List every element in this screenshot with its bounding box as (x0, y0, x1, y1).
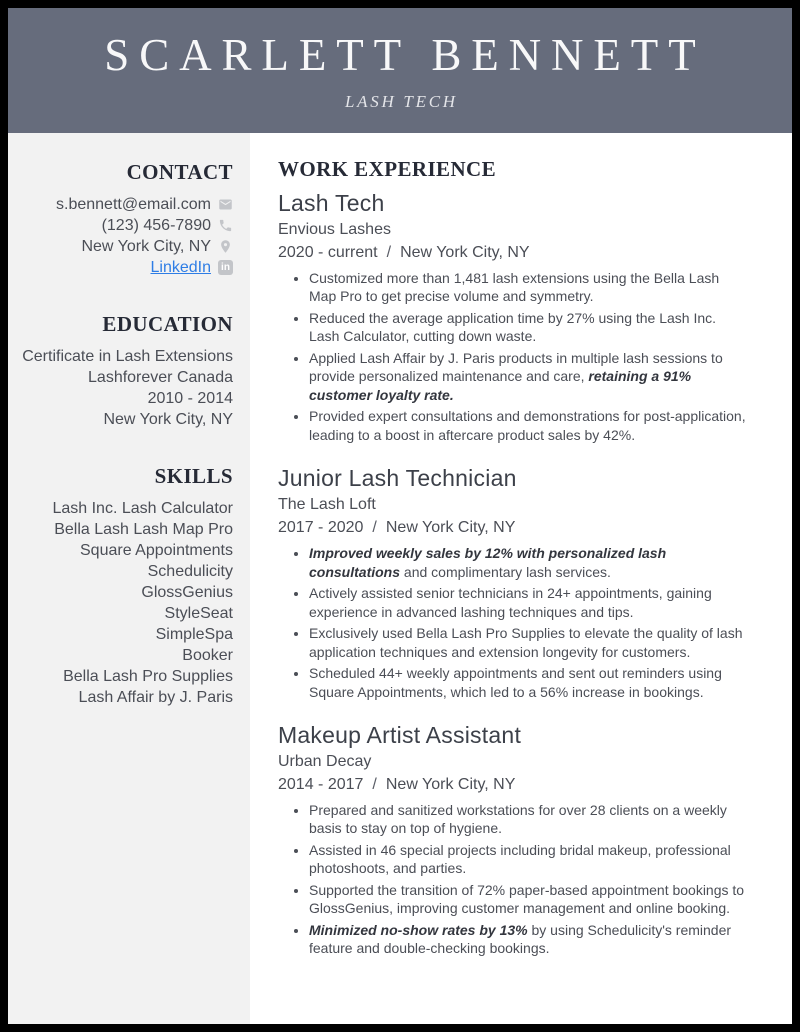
linkedin-icon: in (218, 260, 233, 275)
bullet-text: Scheduled 44+ weekly appointments and sent out reminders using Square Appointments, which led to a 56% increase in bookings. (309, 665, 722, 700)
skill-item: Booker (182, 647, 233, 664)
email-text: s.bennett@email.com (56, 196, 211, 213)
bullet-point (309, 349, 748, 404)
skill-item: Bella Lash Lash Map Pro (54, 521, 233, 538)
contact-item (18, 236, 233, 257)
job-entry (278, 464, 748, 701)
phone-text: (123) 456-7890 (101, 217, 211, 234)
education-heading: EDUCATION (102, 312, 233, 336)
job-location: New York City, NY (400, 244, 530, 261)
bullet-point (309, 407, 748, 444)
skills-heading: SKILLS (154, 464, 233, 488)
highlighted-phrase: Improved weekly sales by 12% with personalized lash consultations (309, 545, 667, 580)
bullet-text: Prepared and sanitized workstations for over 28 clients on a weekly basis to stay on top of hygiene. (309, 801, 727, 837)
skill-item: Lash Affair by J. Paris (78, 689, 233, 706)
contact-item (18, 215, 233, 236)
bullet-point (309, 624, 748, 661)
sidebar (8, 133, 250, 1024)
job-title: Makeup Artist Assistant (278, 721, 522, 748)
education-school: Lashforever Canada (88, 369, 233, 386)
location-pin-icon (218, 239, 233, 254)
location-text: New York City, NY (81, 238, 211, 255)
linkedin-link[interactable]: LinkedIn (150, 259, 211, 276)
skill-item: Square Appointments (80, 542, 233, 559)
job-company: Envious Lashes (278, 221, 391, 238)
job-entry (278, 189, 748, 444)
job-list (278, 189, 748, 958)
job-company: Urban Decay (278, 752, 372, 770)
job-dates: 2020 - current (278, 244, 378, 261)
dates-location-separator: / (372, 775, 377, 793)
job-dates: 2014 - 2017 (278, 775, 364, 793)
skill-item: StyleSeat (164, 605, 233, 622)
education-location: New York City, NY (103, 411, 233, 428)
highlighted-phrase: Minimized no-show rates by 13% (309, 921, 528, 938)
resume-body (8, 133, 792, 1024)
education-dates: 2010 - 2014 (147, 390, 233, 407)
bullet-point (309, 664, 748, 701)
highlighted-phrase: retaining a 91% customer loyalty rate. (309, 368, 692, 403)
bullet-text: Provided expert consultations and demonstrations for post-application, leading to a boost in aftercare product sales by 42%. (309, 408, 746, 443)
skill-item: SimpleSpa (155, 626, 233, 643)
bullet-text: Exclusively used Bella Lash Pro Supplies to elevate the quality of lash application techniques and extension longevity for customers. (309, 625, 743, 660)
dates-location-separator: / (372, 519, 377, 537)
skill-item: Schedulicity (147, 563, 233, 580)
bullet-text: Supported the transition of 72% paper-based appointment bookings to GlossGenius, improving customer management and online booking. (309, 881, 745, 917)
job-title: Junior Lash Technician (278, 465, 517, 492)
contact-section (18, 160, 233, 278)
candidate-name: SCARLETT BENNETT (104, 30, 706, 80)
job-location: New York City, NY (385, 519, 516, 537)
contact-item (18, 257, 233, 278)
resume-header (8, 8, 792, 133)
bullet-text: and complimentary lash services. (400, 563, 611, 580)
bullet-text: Reduced the average application time by 27% using the Lash Inc. Lash Calculator, cutting down waste. (309, 309, 717, 345)
bullet-text: by using Schedulicity's reminder feature and double-checking bookings. (309, 921, 732, 957)
contact-list (18, 194, 233, 278)
bullet-text: Applied Lash Affair by J. Paris products in multiple lash sessions to provide personalized maintenance and care, (309, 349, 723, 385)
skills-section (18, 464, 233, 708)
job-company: The Lash Loft (278, 496, 376, 514)
candidate-title: LASH TECH (344, 92, 458, 111)
bullet-text: Actively assisted senior technicians in 24+ appointments, gaining experience in advanced lashing techniques and tips. (309, 585, 712, 620)
contact-item (18, 194, 233, 215)
job-entry (278, 721, 748, 958)
job-dates-line (278, 774, 748, 795)
job-bullet-list (278, 544, 748, 701)
bullet-point (309, 801, 748, 838)
job-bullet-list (278, 269, 748, 444)
skill-item: GlossGenius (141, 584, 233, 601)
phone-icon (218, 218, 233, 233)
job-dates-line (278, 517, 748, 538)
bullet-text: Customized more than 1,481 lash extensions using the Bella Lash Map Pro to get precise volume and symmetry. (309, 270, 720, 305)
envelope-icon (218, 197, 233, 212)
bullet-point (309, 544, 748, 581)
job-dates-line (278, 242, 748, 263)
skill-item: Lash Inc. Lash Calculator (52, 500, 233, 517)
dates-location-separator: / (386, 244, 392, 261)
bullet-point (309, 921, 748, 958)
bullet-point (309, 881, 748, 918)
contact-heading: CONTACT (126, 160, 233, 184)
job-bullet-list (278, 801, 748, 958)
education-degree: Certificate in Lash Extensions (22, 348, 233, 365)
skills-list (18, 498, 233, 708)
skill-item: Bella Lash Pro Supplies (63, 668, 233, 685)
bullet-text: Assisted in 46 special projects including bridal makeup, professional photoshoots, and parties. (309, 841, 731, 877)
work-experience-heading: WORK EXPERIENCE (278, 157, 497, 181)
education-section (18, 312, 233, 430)
job-title: Lash Tech (278, 190, 385, 216)
work-experience-section (250, 133, 792, 1024)
bullet-point (309, 269, 748, 306)
job-location: New York City, NY (385, 775, 516, 793)
bullet-point (309, 841, 748, 878)
bullet-point (309, 584, 748, 621)
job-dates: 2017 - 2020 (278, 519, 364, 537)
bullet-point (309, 309, 748, 346)
